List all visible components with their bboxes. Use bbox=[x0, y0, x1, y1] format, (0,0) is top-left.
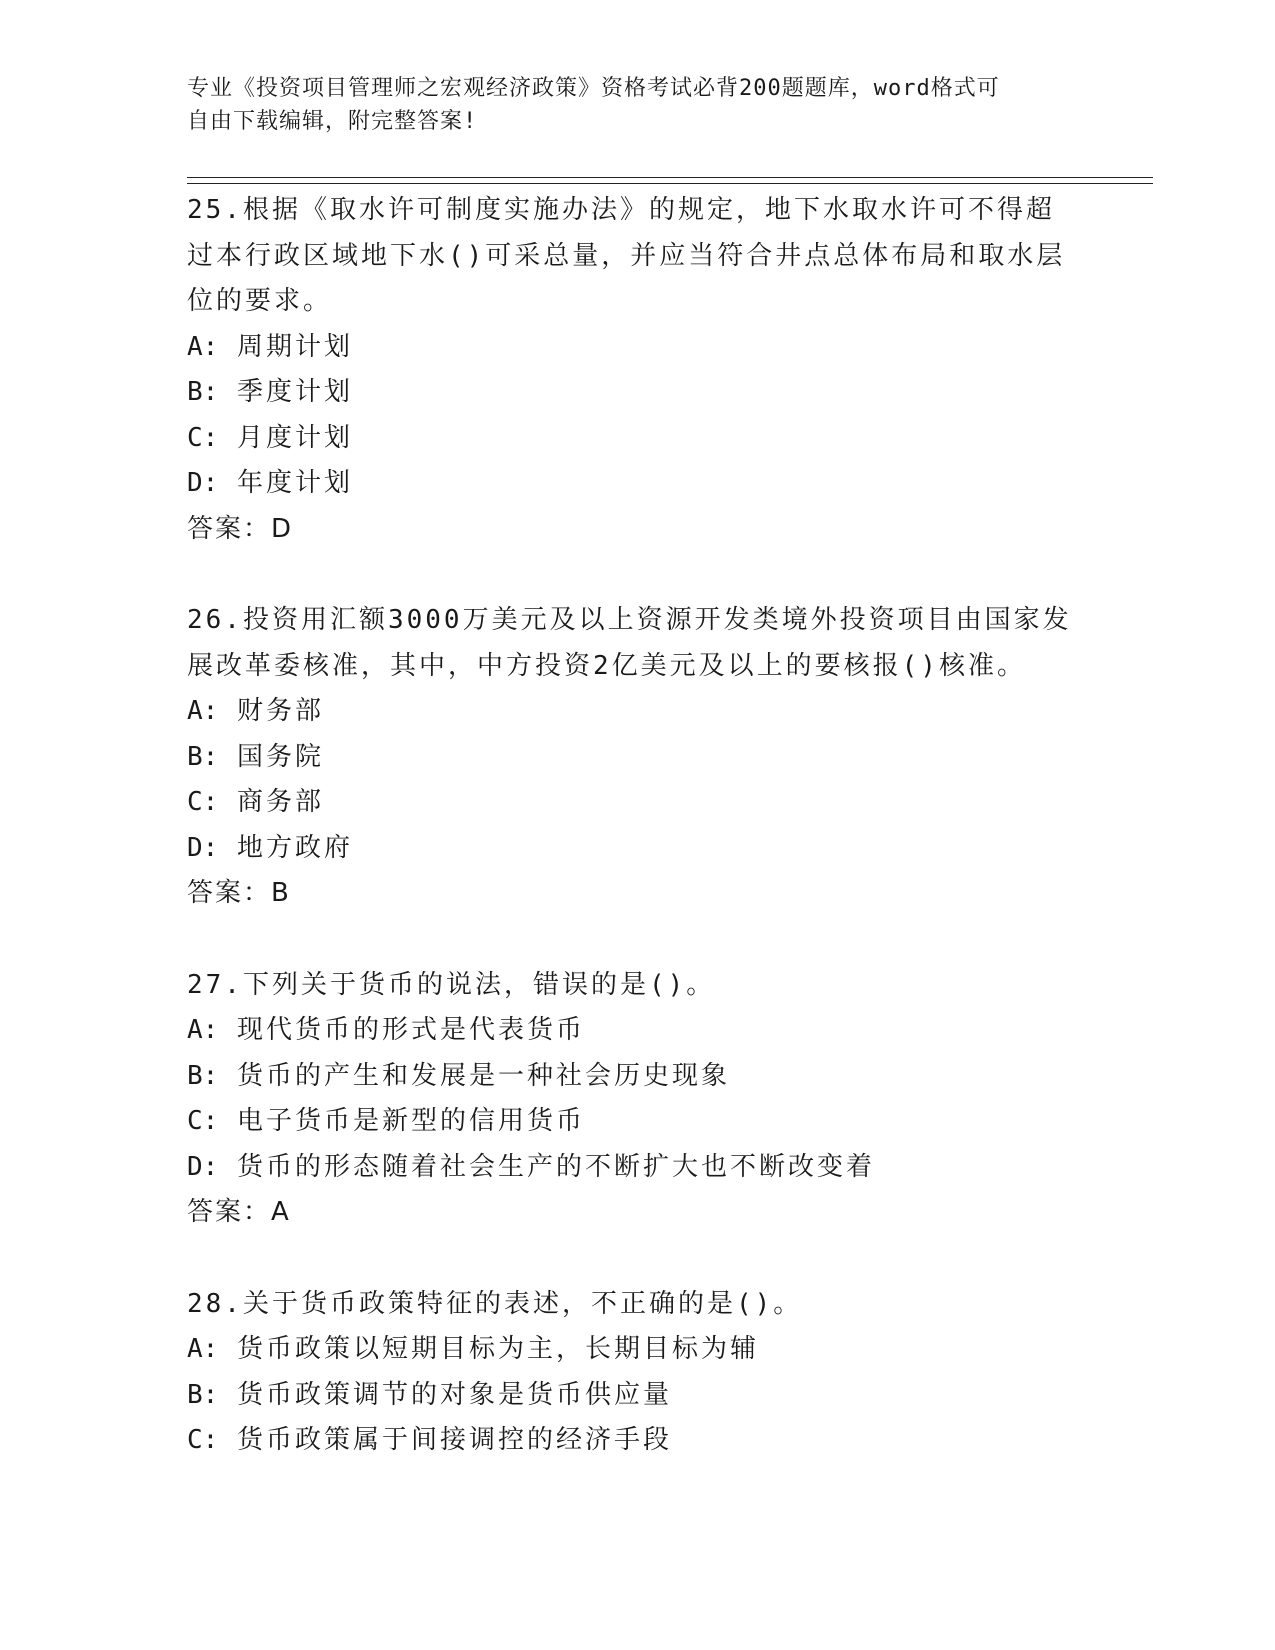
option-text: 商务部 bbox=[236, 787, 324, 817]
option-text: 年度计划 bbox=[236, 468, 353, 498]
answer-option bbox=[187, 735, 1087, 781]
option-letter: C: bbox=[187, 422, 219, 453]
option-text: 财务部 bbox=[236, 696, 324, 726]
option-text: 国务院 bbox=[236, 741, 324, 772]
option-letter: A: bbox=[187, 1334, 219, 1364]
question-block bbox=[187, 188, 1087, 552]
question-list bbox=[187, 188, 1087, 1510]
question-stem: 投资用汇额3000万美元及以上资源开发类境外投资项目由国家发展改革委核准，其中，中方投资2亿美元及以上的要核报()核准。 bbox=[187, 605, 1072, 681]
question-text bbox=[187, 1282, 1077, 1328]
option-text: 货币的产生和发展是一种社会历史现象 bbox=[236, 1060, 730, 1091]
option-letter: D: bbox=[187, 1151, 219, 1182]
option-text: 周期计划 bbox=[236, 331, 353, 362]
option-letter: B: bbox=[187, 377, 219, 407]
header-divider-bottom bbox=[187, 183, 1153, 184]
answer-option bbox=[187, 1145, 1087, 1191]
answer-option bbox=[187, 1418, 1087, 1464]
answer-option bbox=[187, 1008, 1087, 1054]
answer-option bbox=[187, 1373, 1087, 1419]
question-text bbox=[187, 188, 1077, 325]
answer-option bbox=[187, 826, 1087, 872]
question-number: 28. bbox=[187, 1288, 243, 1319]
answer-option bbox=[187, 325, 1087, 371]
question-block bbox=[187, 1282, 1087, 1464]
answer-option bbox=[187, 780, 1087, 826]
option-text: 现代货币的形式是代表货币 bbox=[236, 1015, 585, 1045]
option-text: 货币政策属于间接调控的经济手段 bbox=[236, 1425, 672, 1455]
header-divider-top bbox=[187, 177, 1153, 178]
option-letter: A: bbox=[187, 331, 219, 362]
answer-option bbox=[187, 1099, 1087, 1145]
question-number: 26. bbox=[187, 605, 243, 635]
option-letter: D: bbox=[187, 832, 219, 863]
question-number: 25. bbox=[187, 195, 243, 225]
option-letter: C: bbox=[187, 787, 219, 817]
option-text: 货币政策调节的对象是货币供应量 bbox=[236, 1379, 672, 1410]
answer-option bbox=[187, 1054, 1087, 1100]
answer-key: 答案：B bbox=[187, 878, 291, 908]
question-stem: 下列关于货币的说法，错误的是()。 bbox=[242, 969, 716, 1000]
option-text: 货币的形态随着社会生产的不断扩大也不断改变着 bbox=[236, 1151, 875, 1182]
document-header bbox=[187, 72, 1067, 138]
question-stem: 根据《取水许可制度实施办法》的规定，地下水取水许可不得超过本行政区域地下水()可采总量，并应当符合井点总体布局和取水层位的要求。 bbox=[187, 195, 1066, 316]
answer-option bbox=[187, 689, 1087, 735]
question-stem: 关于货币政策特征的表述，不正确的是()。 bbox=[242, 1288, 803, 1319]
option-letter: A: bbox=[187, 1015, 219, 1045]
option-letter: D: bbox=[187, 468, 219, 498]
answer-option bbox=[187, 461, 1087, 507]
question-text bbox=[187, 963, 1077, 1009]
option-text: 季度计划 bbox=[236, 377, 353, 407]
question-block bbox=[187, 598, 1087, 917]
answer-option bbox=[187, 416, 1087, 462]
option-text: 货币政策以短期目标为主，长期目标为辅 bbox=[236, 1334, 759, 1364]
option-letter: C: bbox=[187, 1425, 219, 1455]
header-line-1: 专业《投资项目管理师之宏观经济政策》资格考试必背200题题库，word格式可 bbox=[187, 76, 1000, 101]
answer-option bbox=[187, 1327, 1087, 1373]
option-letter: A: bbox=[187, 696, 219, 726]
question-number: 27. bbox=[187, 969, 243, 1000]
option-letter: C: bbox=[187, 1106, 219, 1136]
answer-option bbox=[187, 370, 1087, 416]
option-letter: B: bbox=[187, 1060, 219, 1091]
option-letter: B: bbox=[187, 1379, 219, 1410]
option-letter: B: bbox=[187, 741, 219, 772]
header-line-2: 自由下载编辑，附完整答案! bbox=[187, 109, 478, 134]
option-text: 月度计划 bbox=[236, 422, 353, 453]
answer-key: 答案：D bbox=[187, 513, 294, 544]
option-text: 电子货币是新型的信用货币 bbox=[236, 1106, 585, 1136]
answer-key: 答案：A bbox=[187, 1197, 291, 1227]
option-text: 地方政府 bbox=[236, 832, 353, 863]
question-block bbox=[187, 963, 1087, 1236]
question-text bbox=[187, 598, 1077, 689]
